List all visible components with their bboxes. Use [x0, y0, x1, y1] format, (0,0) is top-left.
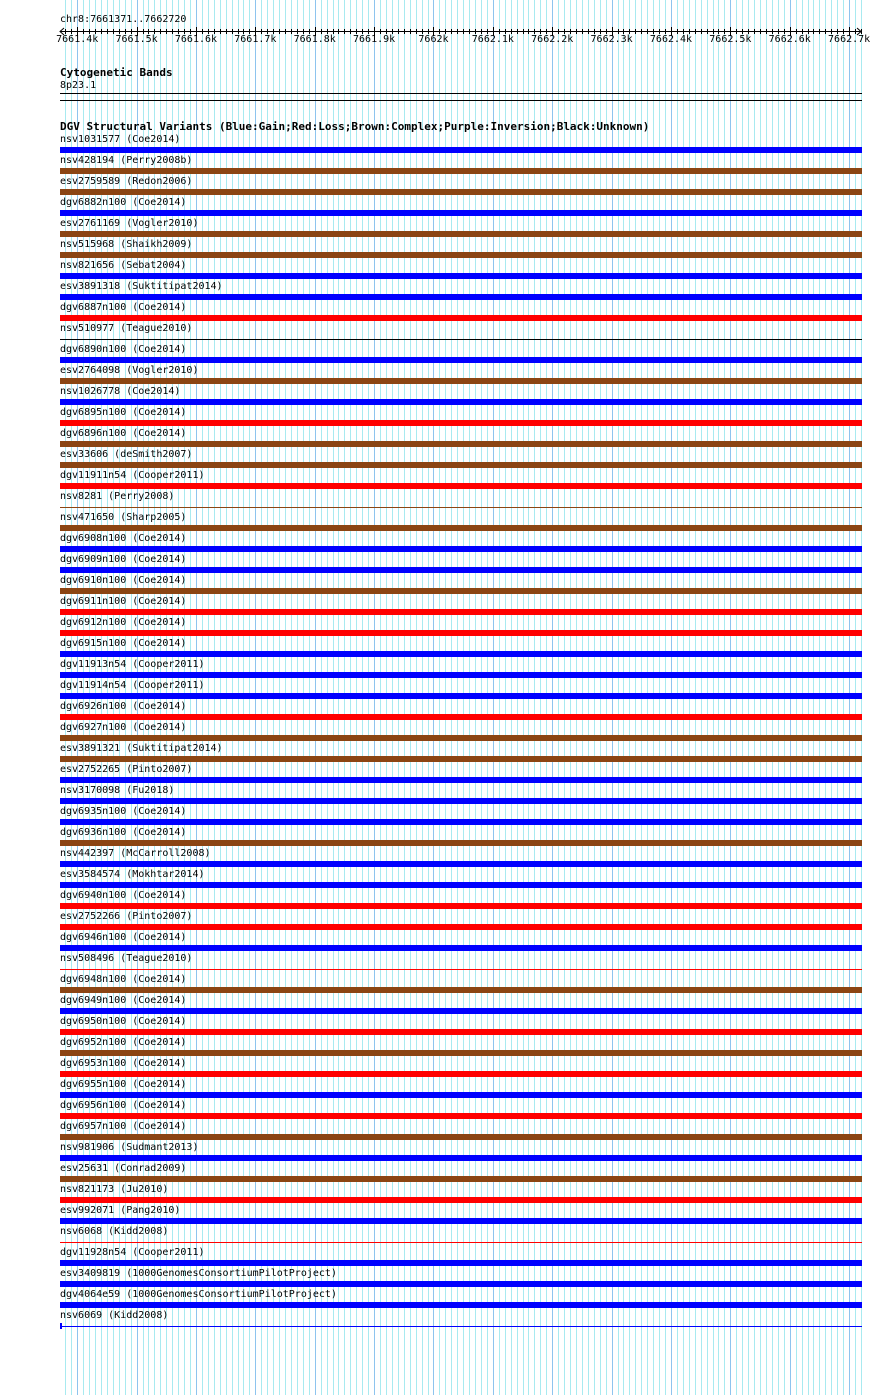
- variant-label[interactable]: dgv6926n100 (Coe2014): [60, 701, 187, 712]
- variant-bar[interactable]: [60, 672, 862, 678]
- variant-bar[interactable]: [60, 1302, 862, 1308]
- variant-label[interactable]: esv2752265 (Pinto2007): [60, 764, 193, 775]
- variant-bar[interactable]: [60, 1071, 862, 1077]
- variant-label[interactable]: dgv6940n100 (Coe2014): [60, 890, 187, 901]
- variant-label[interactable]: dgv11913n54 (Cooper2011): [60, 659, 205, 670]
- variant-bar[interactable]: [60, 1092, 862, 1098]
- variant-label[interactable]: esv25631 (Conrad2009): [60, 1163, 187, 1174]
- variant-label[interactable]: nsv3170098 (Fu2018): [60, 785, 175, 796]
- variant-label[interactable]: dgv6948n100 (Coe2014): [60, 974, 187, 985]
- variant-bar[interactable]: [60, 798, 862, 804]
- variant-bar[interactable]: [60, 609, 862, 615]
- variant-label[interactable]: nsv6069 (Kidd2008): [60, 1310, 169, 1321]
- ruler-tick-label: 7662.5k: [709, 34, 752, 45]
- variant-bar[interactable]: [60, 1242, 862, 1243]
- ruler-tick-label: 7662.7k: [828, 34, 871, 45]
- ruler-tick-label: 7661.4k: [56, 34, 99, 45]
- variant-bar[interactable]: [60, 231, 862, 237]
- cytoband-divider: [60, 93, 862, 94]
- variant-label[interactable]: dgv6890n100 (Coe2014): [60, 344, 187, 355]
- variant-bar[interactable]: [60, 1134, 862, 1140]
- ruler-tick-label: 7662.2k: [531, 34, 574, 45]
- variant-bar[interactable]: [60, 441, 862, 447]
- variant-label[interactable]: dgv11928n54 (Cooper2011): [60, 1247, 205, 1258]
- variant-label[interactable]: nsv821173 (Ju2010): [60, 1184, 169, 1195]
- variant-label[interactable]: esv3891318 (Suktitipat2014): [60, 281, 223, 292]
- variant-bar[interactable]: [60, 420, 862, 426]
- variant-label[interactable]: esv2759589 (Redon2006): [60, 176, 193, 187]
- variant-label[interactable]: nsv428194 (Perry2008b): [60, 155, 193, 166]
- variant-bar[interactable]: [60, 840, 862, 846]
- variant-bar[interactable]: [60, 1197, 862, 1203]
- variant-bar[interactable]: [60, 507, 862, 508]
- ruler-tick-label: 7661.9k: [353, 34, 396, 45]
- ruler-tick-label: 7661.6k: [174, 34, 218, 45]
- variant-start-marker: [60, 1323, 62, 1329]
- variant-bar[interactable]: [60, 819, 862, 825]
- variant-bar[interactable]: [60, 969, 862, 970]
- variant-bar[interactable]: [60, 546, 862, 552]
- variant-bar[interactable]: [60, 210, 862, 216]
- ruler-tick-label: 7662.1k: [471, 34, 514, 45]
- variant-bar[interactable]: [60, 1155, 862, 1161]
- cytoband-divider: [60, 100, 862, 101]
- variant-label[interactable]: nsv442397 (McCarroll2008): [60, 848, 211, 859]
- variant-label[interactable]: esv3409819 (1000GenomesConsortiumPilotProject): [60, 1268, 337, 1279]
- variant-bar[interactable]: [60, 651, 862, 657]
- variant-bar[interactable]: [60, 588, 862, 594]
- variant-bar[interactable]: [60, 1218, 862, 1224]
- variant-bar[interactable]: [60, 1113, 862, 1119]
- variant-bar[interactable]: [60, 1050, 862, 1056]
- variant-bar[interactable]: [60, 315, 862, 321]
- ruler-tick-label: 7661.5k: [115, 34, 158, 45]
- variant-bar[interactable]: [60, 945, 862, 951]
- variant-bar[interactable]: [60, 903, 862, 909]
- ruler-title: chr8:7661371..7662720: [60, 14, 187, 25]
- ruler-tick-label: 7662.3k: [590, 34, 633, 45]
- variant-label[interactable]: esv3584574 (Mokhtar2014): [60, 869, 205, 880]
- variant-bar[interactable]: [60, 1281, 862, 1287]
- variant-bar[interactable]: [60, 525, 862, 531]
- variant-label[interactable]: dgv6911n100 (Coe2014): [60, 596, 187, 607]
- ruler-tick-label: 7662k: [418, 34, 449, 45]
- variant-label[interactable]: dgv6909n100 (Coe2014): [60, 554, 187, 565]
- variant-bar[interactable]: [60, 1260, 862, 1266]
- variant-bar[interactable]: [60, 378, 862, 384]
- variant-bar[interactable]: [60, 714, 862, 720]
- variant-bar[interactable]: [60, 399, 862, 405]
- variant-bar[interactable]: [60, 693, 862, 699]
- variant-label[interactable]: dgv11914n54 (Cooper2011): [60, 680, 205, 691]
- variant-label[interactable]: dgv6887n100 (Coe2014): [60, 302, 187, 313]
- variant-label[interactable]: dgv6936n100 (Coe2014): [60, 827, 187, 838]
- variant-bar[interactable]: [60, 1029, 862, 1035]
- variant-label[interactable]: nsv981906 (Sudmant2013): [60, 1142, 199, 1153]
- variant-label[interactable]: dgv6957n100 (Coe2014): [60, 1121, 187, 1132]
- ruler-tick-label: 7661.8k: [293, 34, 336, 45]
- variant-label[interactable]: dgv6935n100 (Coe2014): [60, 806, 187, 817]
- variant-bar[interactable]: [60, 735, 862, 741]
- variant-label[interactable]: dgv6950n100 (Coe2014): [60, 1016, 187, 1027]
- ruler-tick-label: 7662.6k: [768, 34, 811, 45]
- variant-bar[interactable]: [60, 339, 862, 340]
- variant-label[interactable]: nsv510977 (Teague2010): [60, 323, 193, 334]
- variant-label[interactable]: nsv6068 (Kidd2008): [60, 1226, 169, 1237]
- variant-label[interactable]: dgv6946n100 (Coe2014): [60, 932, 187, 943]
- variant-bar[interactable]: [60, 861, 862, 867]
- variant-bar[interactable]: [60, 756, 862, 762]
- variant-label[interactable]: nsv508496 (Teague2010): [60, 953, 193, 964]
- variant-bar[interactable]: [60, 252, 862, 258]
- variant-bar[interactable]: [60, 924, 862, 930]
- variant-label[interactable]: esv3891321 (Suktitipat2014): [60, 743, 223, 754]
- variant-bar[interactable]: [60, 1326, 862, 1327]
- variant-bar[interactable]: [60, 357, 862, 363]
- variant-label[interactable]: nsv8281 (Perry2008): [60, 491, 175, 502]
- variant-bar[interactable]: [60, 483, 862, 489]
- variant-bar[interactable]: [60, 168, 862, 174]
- variant-label[interactable]: dgv6912n100 (Coe2014): [60, 617, 187, 628]
- variant-bar[interactable]: [60, 882, 862, 888]
- variant-label[interactable]: dgv6908n100 (Coe2014): [60, 533, 187, 544]
- variant-label[interactable]: dgv6927n100 (Coe2014): [60, 722, 187, 733]
- variant-label[interactable]: esv2764098 (Vogler2010): [60, 365, 199, 376]
- variant-label[interactable]: esv33606 (deSmith2007): [60, 449, 193, 460]
- variant-label[interactable]: dgv4064e59 (1000GenomesConsortiumPilotProject): [60, 1289, 337, 1300]
- variant-label[interactable]: nsv515968 (Shaikh2009): [60, 239, 193, 250]
- variant-bar[interactable]: [60, 987, 862, 993]
- variant-bar[interactable]: [60, 147, 862, 153]
- variant-label[interactable]: dgv6949n100 (Coe2014): [60, 995, 187, 1006]
- variant-label[interactable]: esv2752266 (Pinto2007): [60, 911, 193, 922]
- variant-label[interactable]: dgv6953n100 (Coe2014): [60, 1058, 187, 1069]
- variant-label[interactable]: dgv11911n54 (Cooper2011): [60, 470, 205, 481]
- variant-bar[interactable]: [60, 273, 862, 279]
- variant-bar[interactable]: [60, 1008, 862, 1014]
- variant-label[interactable]: dgv6952n100 (Coe2014): [60, 1037, 187, 1048]
- variant-label[interactable]: dgv6955n100 (Coe2014): [60, 1079, 187, 1090]
- variant-label[interactable]: dgv6915n100 (Coe2014): [60, 638, 187, 649]
- variant-label[interactable]: esv2761169 (Vogler2010): [60, 218, 199, 229]
- variant-label[interactable]: dgv6895n100 (Coe2014): [60, 407, 187, 418]
- ruler-tick-label: 7662.4k: [649, 34, 693, 45]
- variant-label[interactable]: dgv6956n100 (Coe2014): [60, 1100, 187, 1111]
- variant-label[interactable]: esv992071 (Pang2010): [60, 1205, 181, 1216]
- variant-label[interactable]: nsv821656 (Sebat2004): [60, 260, 187, 271]
- variant-label[interactable]: nsv471650 (Sharp2005): [60, 512, 187, 523]
- cytoband-track-title: Cytogenetic Bands: [60, 66, 173, 79]
- variant-bar[interactable]: [60, 294, 862, 300]
- variant-bar[interactable]: [60, 567, 862, 573]
- cytoband-label: 8p23.1: [60, 80, 97, 91]
- ruler-tick-label: 7661.7k: [234, 34, 277, 45]
- variant-bar[interactable]: [60, 777, 862, 783]
- variant-label[interactable]: dgv6910n100 (Coe2014): [60, 575, 187, 586]
- variant-bar[interactable]: [60, 462, 862, 468]
- variant-bar[interactable]: [60, 189, 862, 195]
- variant-label[interactable]: dgv6896n100 (Coe2014): [60, 428, 187, 439]
- variant-label[interactable]: nsv1026778 (Coe2014): [60, 386, 181, 397]
- variant-bar[interactable]: [60, 1176, 862, 1182]
- variant-bar[interactable]: [60, 630, 862, 636]
- variant-label[interactable]: dgv6882n100 (Coe2014): [60, 197, 187, 208]
- dgv-track-title[interactable]: DGV Structural Variants (Blue:Gain;Red:Loss;Brown:Complex;Purple:Inversion;Black:Unknown): [60, 120, 650, 133]
- variant-label[interactable]: nsv1031577 (Coe2014): [60, 134, 181, 145]
